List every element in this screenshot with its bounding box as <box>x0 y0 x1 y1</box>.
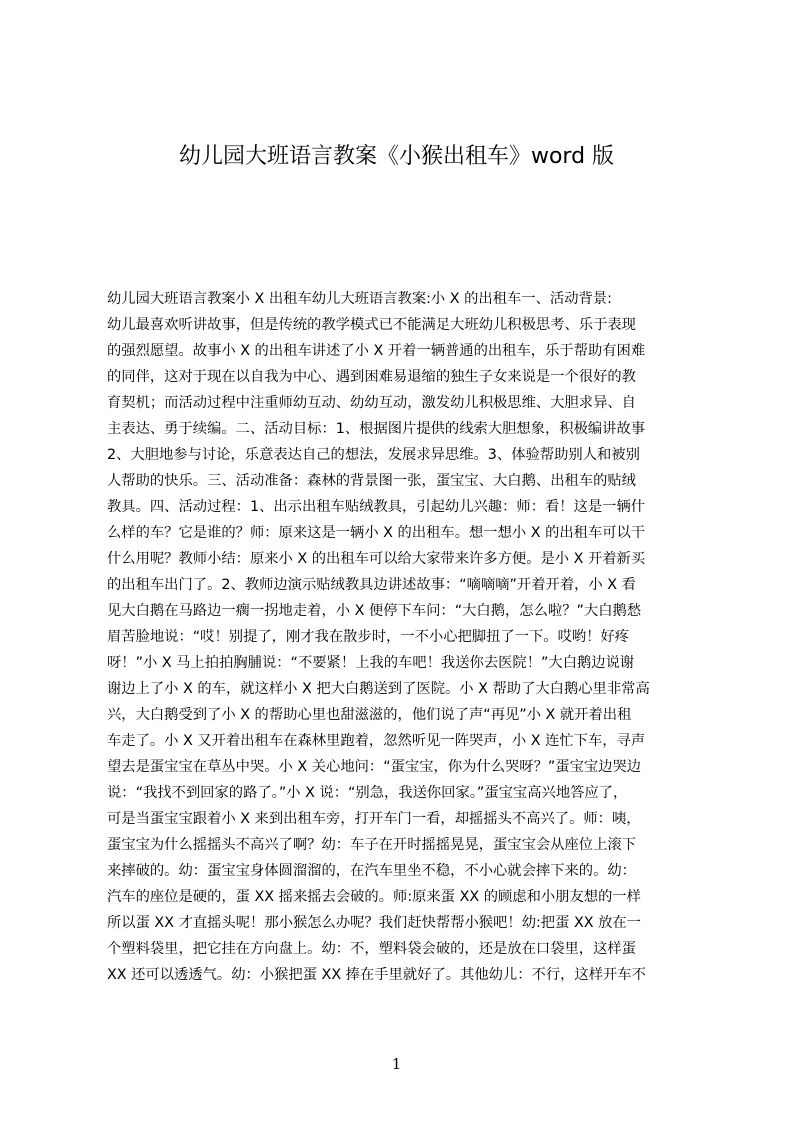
body-text-line: 说：“我找不到回家的路了。”小 X 说：“别急，我送你回家。”蛋宝宝高兴地答应了， <box>107 785 628 801</box>
body-text-line: 教具。四、活动过程：1、出示出租车贴绒教具，引起幼儿兴趣：师：看！这是一辆什 <box>107 499 646 515</box>
body-text-line: 汽车的座位是硬的，蛋 XX 摇来摇去会破的。师:原来蛋 XX 的顾虑和小朋友想的一样 <box>107 889 641 905</box>
document-title: 幼儿园大班语言教案《小猴出租车》word 版 <box>178 144 615 169</box>
body-text-line: 育契机；而活动过程中注重师幼互动、幼幼互动，激发幼儿积极思维、大胆求异、自 <box>107 395 636 411</box>
body-text-line: 人帮助的快乐。三、活动准备：森林的背景图一张，蛋宝宝、大白鹅、出租车的贴绒 <box>107 473 636 489</box>
body-text-line: 的同伴，这对于现在以自我为中心、遇到困难易退缩的独生子女来说是一个很好的教 <box>107 369 636 385</box>
body-text-line: 幼儿园大班语言教案小 X 出租车幼儿大班语言教案:小 X 的出租车一、活动背景: <box>107 291 612 307</box>
body-text-line: 可是当蛋宝宝跟着小 X 来到出租车旁，打开车门一看，却摇摇头不高兴了。师：咦， <box>107 811 641 827</box>
body-text-line: 的强烈愿望。故事小 X 的出租车讲述了小 X 开着一辆普通的出租车，乐于帮助有困难 <box>107 343 646 359</box>
body-text-line: 主表达、勇于续编。二、活动目标：1、根据图片提供的线索大胆想象，积极编讲故事 <box>107 421 646 437</box>
body-text-line: XX 还可以透透气。幼：小猴把蛋 XX 捧在手里就好了。其他幼儿：不行，这样开车不 <box>107 967 646 983</box>
body-text-line: 么样的车？它是谁的？师：原来这是一辆小 X 的出租车。想一想小 X 的出租车可以干 <box>107 525 646 541</box>
page-number: 1 <box>391 1055 402 1073</box>
body-text-line: 来摔破的。幼：蛋宝宝身体圆溜溜的，在汽车里坐不稳，不小心就会摔下来的。幼： <box>107 863 636 879</box>
body-text-line: 什么用呢？教师小结：原来小 X 的出租车可以给大家带来许多方便。是小 X 开着新买 <box>107 551 646 567</box>
body-text-line: 车走了。小 X 又开着出租车在森林里跑着，忽然听见一阵哭声，小 X 连忙下车，寻声 <box>107 733 646 749</box>
body-text-line: 2、大胆地参与讨论，乐意表达自己的想法，发展求异思维。3、体验帮助别人和被别 <box>107 447 640 463</box>
body-text-line: 望去是蛋宝宝在草丛中哭。小 X 关心地问：“蛋宝宝，你为什么哭呀？”蛋宝宝边哭边 <box>107 759 642 775</box>
body-text-line: 呀！”小 X 马上拍拍胸脯说：“不要紧！上我的车吧！我送你去医院！”大白鹅边说谢 <box>107 655 635 671</box>
body-text-line: 所以蛋 XX 才直摇头呢！那小猴怎么办呢？我们赶快帮帮小猴吧！幼:把蛋 XX 放在一 <box>107 915 641 931</box>
body-text-line: 眉苦脸地说：“哎！别提了，刚才我在散步时，一不小心把脚扭了一下。哎哟！好疼 <box>107 629 630 645</box>
document-body <box>107 286 696 988</box>
body-text-line: 谢边上了小 X 的车，就这样小 X 把大白鹅送到了医院。小 X 帮助了大白鹅心里非常高 <box>107 681 650 697</box>
body-text-line: 蛋宝宝为什么摇摇头不高兴了啊？幼：车子在开时摇摇晃晃，蛋宝宝会从座位上滚下 <box>107 837 636 853</box>
body-text-line: 个塑料袋里，把它挂在方向盘上。幼：不，塑料袋会破的，还是放在口袋里，这样蛋 <box>107 941 636 957</box>
body-text-line: 的出租车出门了。2、教师边演示贴绒教具边讲述故事：“嘀嘀嘀”开着开着，小 X 看 <box>107 577 636 593</box>
body-text-line: 幼儿最喜欢听讲故事，但是传统的教学模式已不能满足大班幼儿积极思考、乐于表现 <box>107 317 636 333</box>
body-text-line: 兴，大白鹅受到了小 X 的帮助心里也甜滋滋的，他们说了声“再见”小 X 就开着出租 <box>107 707 632 723</box>
body-text-line: 见大白鹅在马路边一瘸一拐地走着，小 X 便停下车问：“大白鹅，怎么啦？”大白鹅愁 <box>107 603 642 619</box>
